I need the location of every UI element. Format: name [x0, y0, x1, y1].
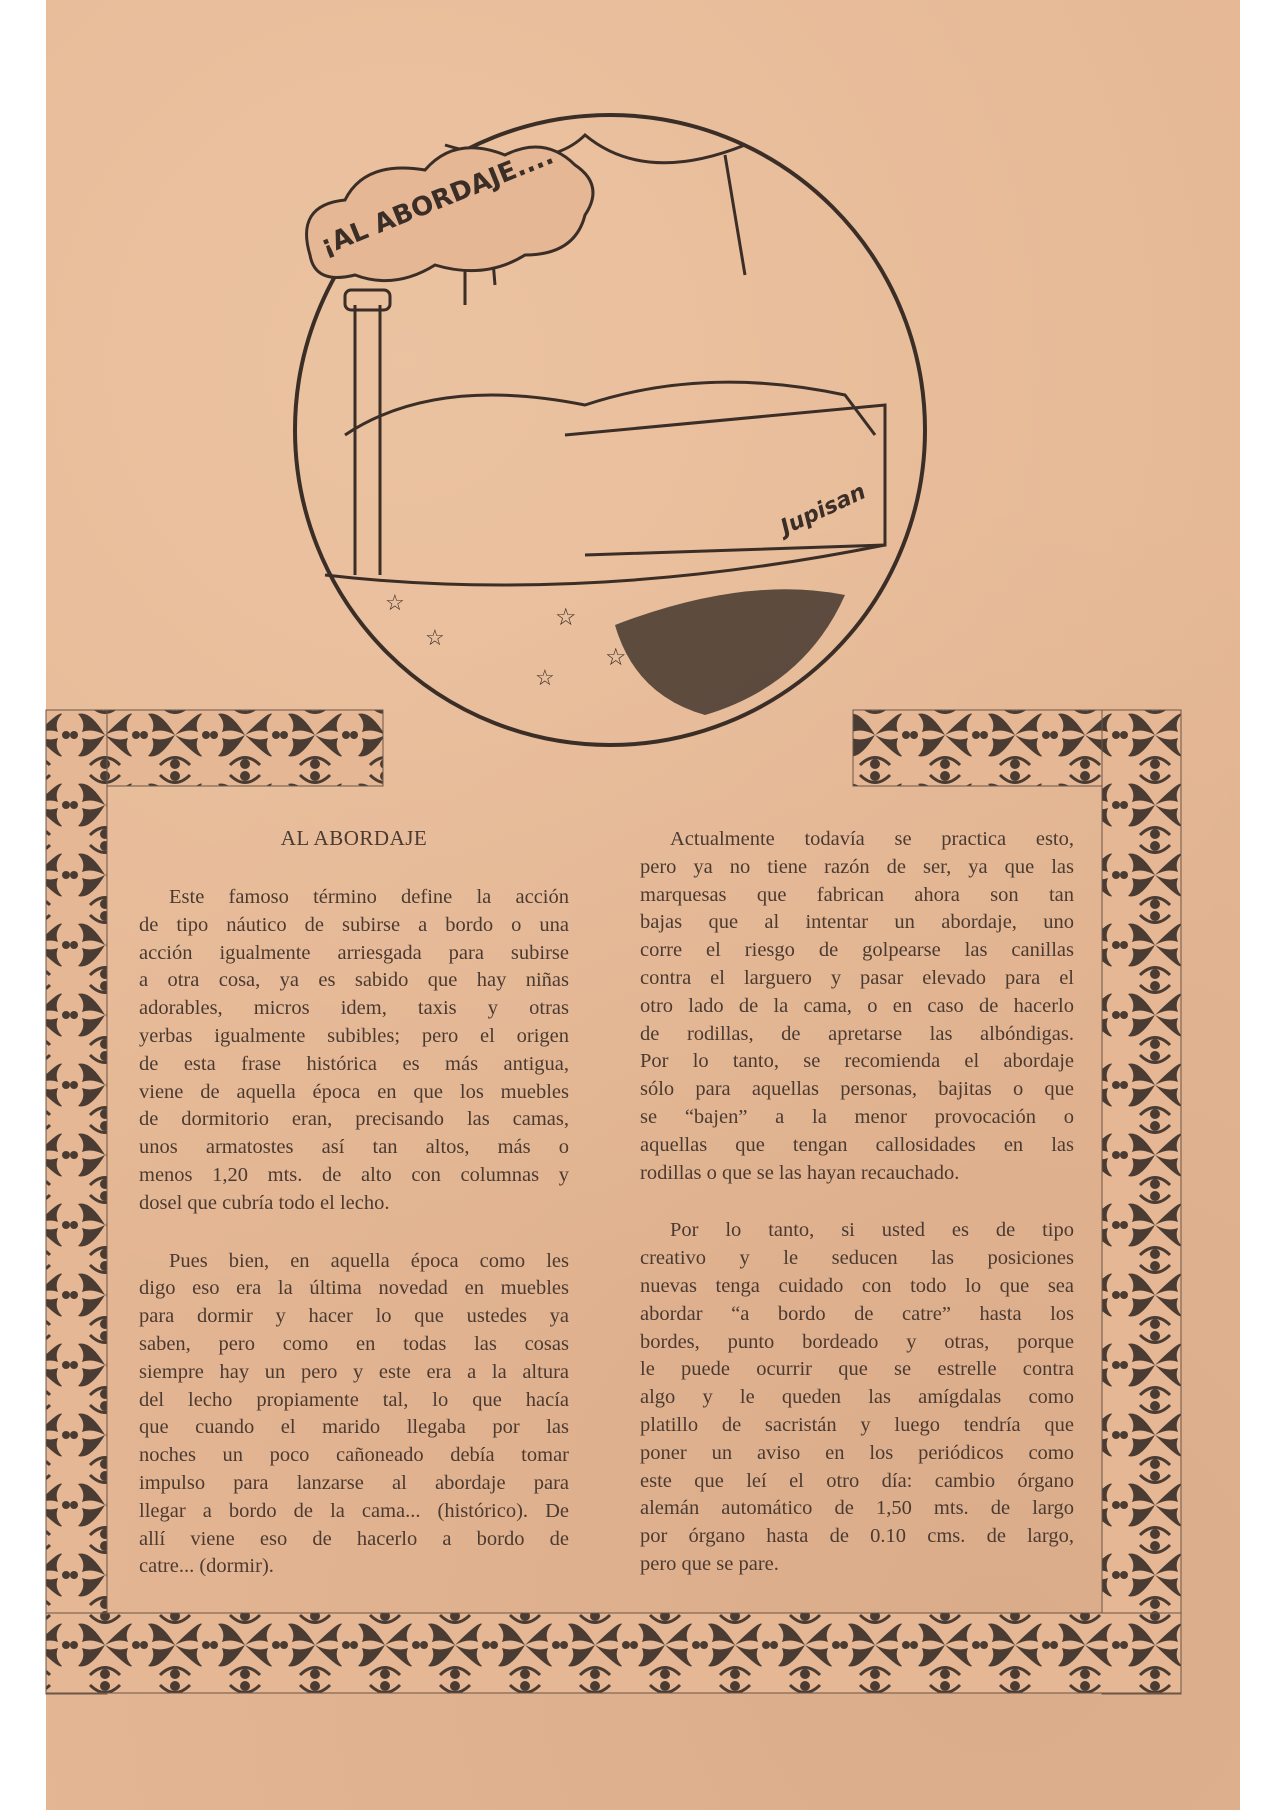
text-line: dosel que cubría todo el lecho. — [139, 1191, 390, 1214]
text-line: Actualmente todavía se practica esto, — [670, 828, 1074, 850]
text-line: abordar “a bordo de catre” hasta los — [640, 1302, 1074, 1325]
text-line: creativo y le seducen las posiciones — [640, 1247, 1074, 1270]
text-line: bordes, punto bordeado y otras, porque — [640, 1330, 1074, 1353]
artist-signature: Jupisan — [776, 479, 870, 541]
text-line: nuevas tenga cuidado con todo lo que sea — [640, 1274, 1074, 1297]
text-line: yerbas igualmente subibles; pero el origen — [139, 1024, 569, 1047]
border-right — [1102, 710, 1181, 1694]
text-line: impulso para lanzarse al abordaje para — [139, 1471, 569, 1494]
text-line: aquellas que tengan callosidades en las — [640, 1133, 1074, 1156]
text-line: para dormir y hacer lo que ustedes ya — [139, 1305, 569, 1328]
text-line: por órgano hasta de 0.10 cms. de largo, — [640, 1525, 1074, 1548]
text-line: bajas que al intentar un abordaje, uno — [640, 911, 1074, 934]
paragraph — [139, 1248, 569, 1582]
text-line: viene de aquella época en que los muebles — [139, 1080, 569, 1103]
text-line: Por lo tanto, se recomienda el abordaje — [640, 1050, 1074, 1073]
left-column — [139, 884, 569, 1581]
text-line: saben, pero como en todas las cosas — [139, 1332, 569, 1355]
text-line: de rodillas, de apretarse las albóndigas. — [640, 1022, 1074, 1045]
text-line: de tipo náutico de subirse a bordo o una — [139, 913, 569, 936]
speech-bubble-text: ¡AL ABORDAJE.... — [316, 140, 558, 262]
text-line: poner un aviso en los periódicos como — [640, 1441, 1074, 1464]
text-line: platillo de sacristán y luego tendría que — [640, 1413, 1074, 1436]
text-line: rodillas o que se las hayan recauchado. — [640, 1161, 960, 1184]
article-title: AL ABORDAJE — [280, 826, 428, 850]
text-line: adorables, micros idem, taxis y otras — [139, 997, 569, 1020]
text-line: unos armatostes así tan altos, más o — [139, 1136, 569, 1159]
text-line: catre... (dormir). — [139, 1555, 274, 1578]
text-line: pero que se pare. — [640, 1552, 779, 1575]
text-line: siempre hay un pero y este era a la altura — [139, 1360, 569, 1383]
text-line: del lecho propiamente tal, lo que hacía — [139, 1388, 569, 1411]
text-line: allí viene eso de hacerlo a bordo de — [139, 1527, 569, 1550]
text-line: noches un poco cañoneado debía tomar — [139, 1444, 569, 1467]
text-line: este que leí el otro día: cambio órgano — [640, 1469, 1074, 1492]
text-line: marquesas que fabrican ahora son tan — [640, 883, 1074, 906]
text-line: sólo para aquellas personas, bajitas o que — [640, 1078, 1074, 1101]
text-line: alemán automático de 1,50 mts. de largo — [640, 1497, 1074, 1520]
border-left — [46, 710, 107, 1694]
svg-text:☆: ☆ — [425, 625, 445, 650]
text-line: de esta frase histórica es más antigua, — [139, 1052, 569, 1075]
text-line: Pues bien, en aquella época como les — [169, 1249, 569, 1272]
text-line: digo eso era la última novedad en muebles — [139, 1277, 569, 1300]
text-line: que cuando el marido llegaba por las — [139, 1416, 569, 1439]
svg-text:☆: ☆ — [555, 605, 577, 631]
text-line: le puede ocurrir que se estrelle contra — [640, 1358, 1074, 1381]
text-line: de dormitorio eran, precisando las camas, — [139, 1108, 569, 1131]
text-line: a otra cosa, ya es sabido que hay niñas — [139, 969, 569, 992]
paragraph — [640, 1217, 1074, 1578]
text-line: llegar a bordo de la cama... (histórico). De — [139, 1499, 569, 1522]
text-line: Este famoso término define la acción — [169, 886, 569, 908]
text-line: algo y le queden las amígdalas como — [640, 1386, 1074, 1409]
svg-text:☆: ☆ — [385, 590, 405, 615]
text-line: corre el riesgo de golpearse las canillas — [640, 939, 1074, 962]
svg-text:☆: ☆ — [605, 645, 627, 671]
text-line: otro lado de la cama, o en caso de hacerlo — [640, 994, 1074, 1017]
right-column — [640, 826, 1074, 1579]
paragraph — [139, 884, 569, 1218]
text-line: acción igualmente arriesgada para subirse — [139, 941, 569, 964]
text-line: menos 1,20 mts. de alto con columnas y — [139, 1163, 569, 1186]
paragraph — [640, 826, 1074, 1187]
border-bottom — [46, 1613, 1181, 1693]
text-line: se “bajen” a la menor provocación o — [640, 1105, 1074, 1128]
svg-text:☆: ☆ — [535, 665, 555, 690]
text-line: Por lo tanto, si usted es de tipo — [670, 1219, 1074, 1242]
text-line: pero ya no tiene razón de ser, ya que las — [640, 855, 1074, 878]
text-line: contra el larguero y pasar elevado para el — [640, 966, 1074, 989]
